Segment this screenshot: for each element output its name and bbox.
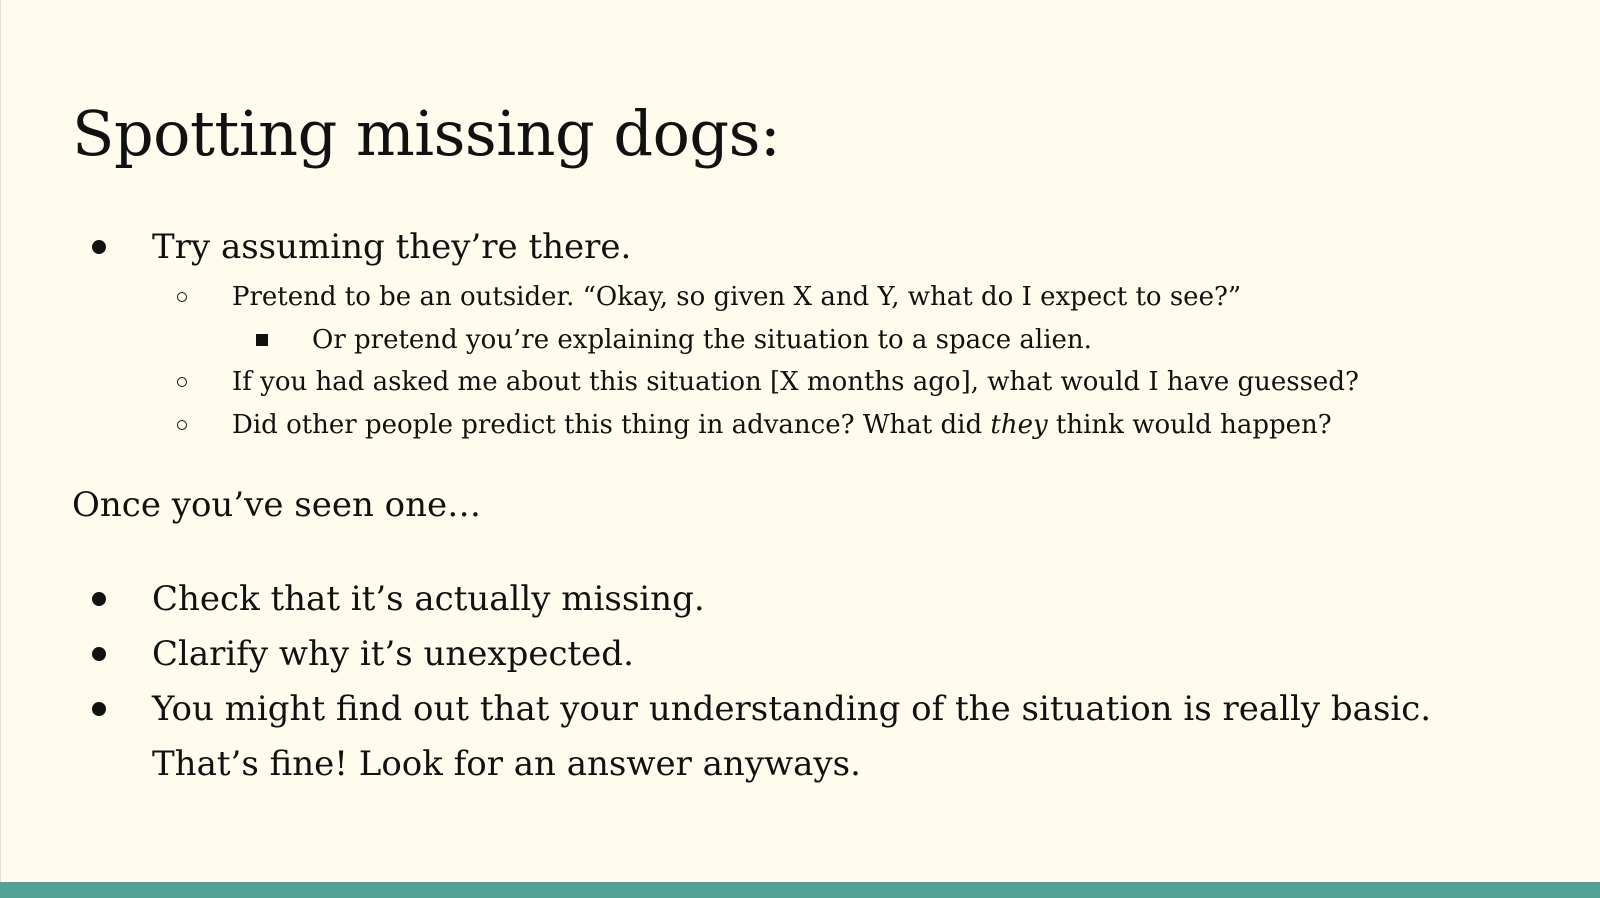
- bullet-disc-icon: [92, 592, 106, 606]
- bullet-disc-icon: [92, 647, 106, 661]
- bullet-disc-icon: [92, 702, 106, 716]
- sub-sub-bullet-space-alien: Or pretend you’re explaining the situation to a space alien.: [312, 325, 1092, 355]
- bullet-check-missing: Check that it’s actually missing.: [152, 579, 705, 619]
- sub-bullet-outsider: Pretend to be an outsider. “Okay, so given X and Y, what do I expect to see?”: [232, 282, 1242, 312]
- bullet-understanding-continuation: That’s fine! Look for an answer anyways.: [152, 744, 861, 784]
- paragraph-once-seen: Once you’ve seen one…: [72, 485, 482, 525]
- sub-bullet-other-people-italic: they: [990, 410, 1048, 440]
- sub-bullet-other-people-text-after: think would happen?: [1047, 410, 1332, 440]
- slide-left-edge: [0, 0, 1, 898]
- bullet-circle-icon: [177, 292, 187, 302]
- sub-bullet-other-people: [232, 408, 1332, 442]
- accent-bar: [0, 882, 1600, 898]
- bullet-understanding: You might find out that your understanding of the situation is really basic.: [152, 689, 1432, 729]
- bullet-circle-icon: [177, 377, 187, 387]
- bullet-circle-icon: [177, 420, 187, 430]
- bullet-square-icon: [256, 334, 268, 346]
- bullet-clarify: Clarify why it’s unexpected.: [152, 634, 634, 674]
- sub-bullet-months-ago: If you had asked me about this situation [X months ago], what would I have guessed?: [232, 367, 1359, 397]
- sub-bullet-other-people-text-before: Did other people predict this thing in advance? What did: [232, 410, 991, 440]
- slide-title: Spotting missing dogs:: [72, 97, 781, 170]
- bullet-try-assuming: Try assuming they’re there.: [152, 227, 632, 267]
- bullet-disc-icon: [92, 240, 106, 254]
